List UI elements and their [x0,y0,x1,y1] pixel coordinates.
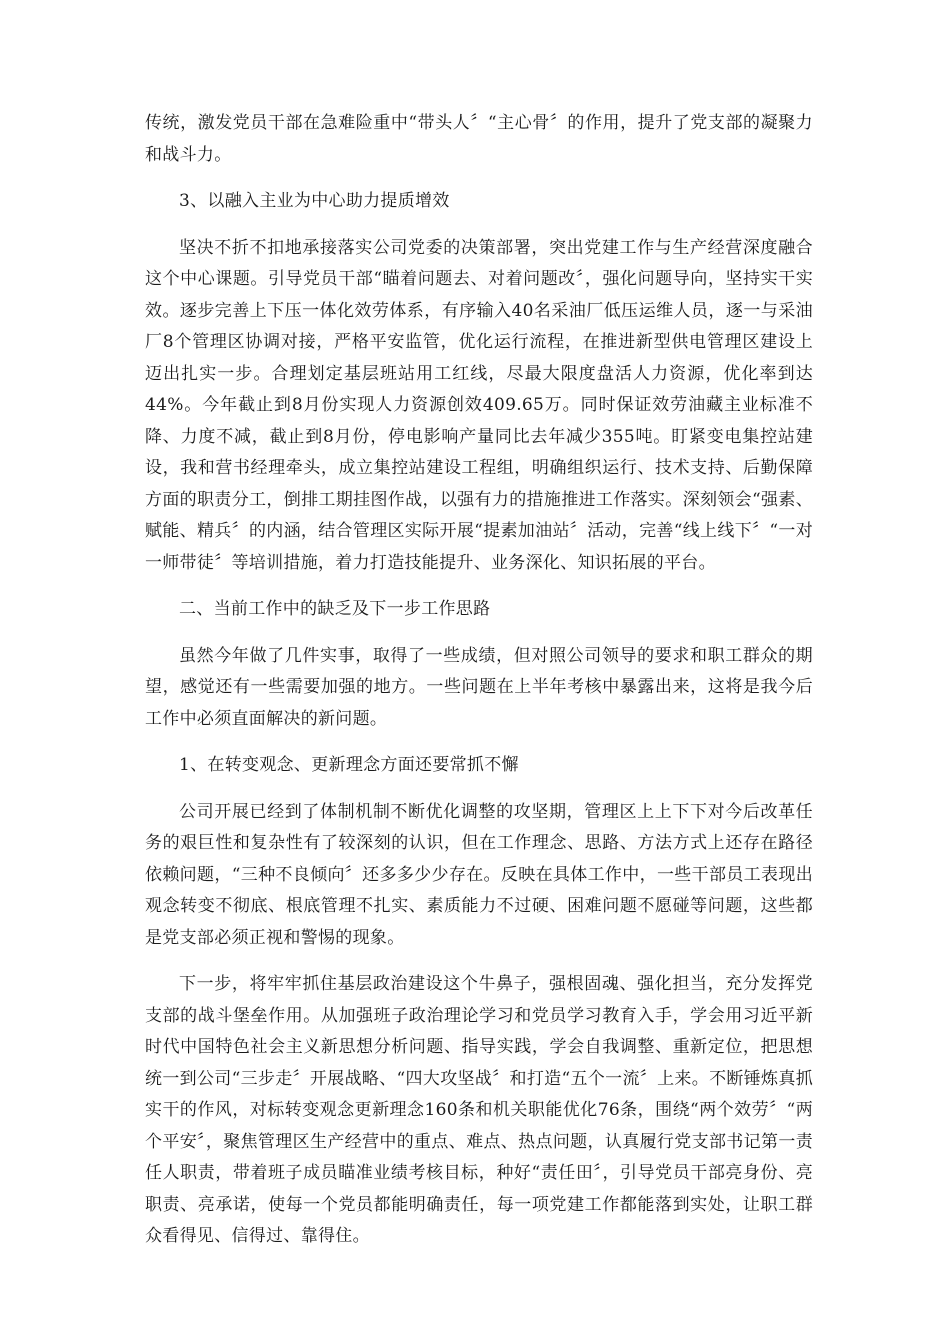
subsection-heading-1: 1、在转变观念、更新理念方面还要常抓不懈 [179,755,519,775]
body-paragraph: 虽然今年做了几件实事，取得了一些成绩，但对照公司领导的要求和职工群众的期望，感觉还有一些需要加强的地方。一些问题在上半年考核中暴露出来，这将是我今后工作中必须直面解决的新问题。 [145,645,813,729]
body-paragraph: 公司开展已经到了体制机制不断优化调整的攻坚期，管理区上上下下对今后改革任务的艰巨性和复杂性有了较深刻的认识，但在工作理念、思路、方法方式上还存在路径依赖问题，“三种不良倾向〞还多多少少存在。反映在具体工作中，一些干部员工表现出观念转变不彻底、根底管理不扎实、素质能力不过硬、困难问题不愿碰等问题，这些都是党支部必须正视和警惕的现象。 [145,801,813,948]
body-paragraph: 下一步，将牢牢抓住基层政治建设这个牛鼻子，强根固魂、强化担当，充分发挥党支部的战斗堡垒作用。从加强班子政治理论学习和党员学习教育入手，学会用习近平新时代中国特色社会主义新思想分析问题、指导实践，学会自我调整、重新定位，把思想统一到公司“三步走〞开展战略、“四大攻坚战〞和打造“五个一流〞上来。不断锤炼真抓实干的作风，对标转变观念更新理念160条和机关职能优化76条，围绕“两个效劳〞“两个平安〞，聚焦管理区生产经营中的重点、难点、热点问题，认真履行党支部书记第一责任人职责，带着班子成员瞄准业绩考核目标，种好“责任田〞，引导党员干部亮身份、亮职责、亮承诺，使每一个党员都能明确责任，每一项党建工作都能落到实处，让职工群众看得见、信得过、靠得住。 [145,974,813,1246]
section-heading-2: 二、当前工作中的缺乏及下一步工作思路 [179,599,491,619]
body-paragraph: 坚决不折不扣地承接落实公司党委的决策部署，突出党建工作与生产经营深度融合这个中心课题。引导党员干部“瞄着问题去、对着问题改〞，强化问题导向，坚持实干实效。逐步完善上下压一体化效劳体系，有序输入40名采油厂低压运维人员，逐一与采油厂8个管理区协调对接，严格平安监管，优化运行流程，在推进新型供电管理区建设上迈出扎实一步。合理划定基层班站用工红线，尽最大限度盘活人力资源，优化率到达44%。今年截止到8月份实现人力资源创效409.65万。同时保证效劳油藏主业标准不降、力度不减，截止到8月份，停电影响产量同比去年减少355吨。盯紧变电集控站建设，我和营书经理牵头，成立集控站建设工程组，明确组织运行、技术支持、后勤保障方面的职责分工，倒排工期挂图作战，以强有力的措施推进工作落实。深刻领会“强素、赋能、精兵〞的内涵，结合管理区实际开展“提素加油站〞活动，完善“线上线下〞“一对一师带徒〞等培训措施，着力打造技能提升、业务深化、知识拓展的平台。 [145,237,813,573]
section-heading-3: 3、以融入主业为中心助力提质增效 [179,191,450,211]
continuation-paragraph: 传统，激发党员干部在急难险重中“带头人〞“主心骨〞的作用，提升了党支部的凝聚力和战斗力。 [145,113,813,165]
document-page [145,108,813,1268]
